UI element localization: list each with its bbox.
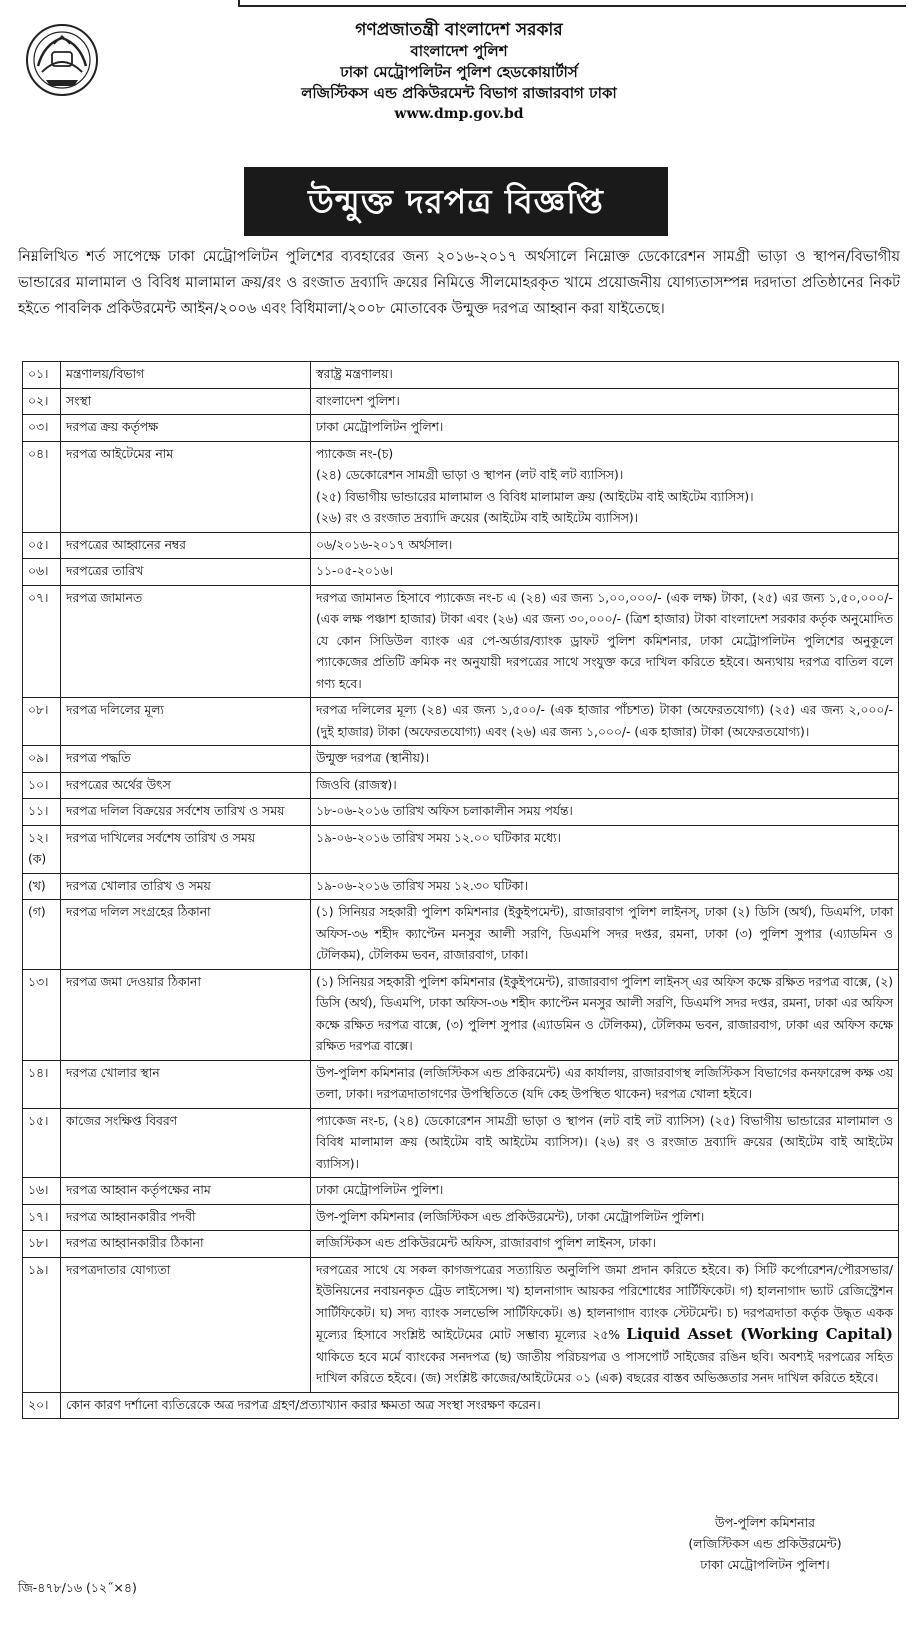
table-row bbox=[23, 532, 899, 559]
row-label: দরপত্রের তারিখ bbox=[61, 559, 311, 586]
row-number: ০৩। bbox=[23, 415, 61, 442]
row-number: ০৭। bbox=[23, 585, 61, 698]
govt-name: গণপ্রজাতন্ত্রী বাংলাদেশ সরকার bbox=[355, 20, 563, 40]
row-label: দরপত্র ক্রয় কর্তৃপক্ষ bbox=[61, 415, 311, 442]
table-row bbox=[23, 441, 899, 532]
letterhead bbox=[0, 20, 918, 125]
row-number: ০২। bbox=[23, 388, 61, 415]
row-value: ১১-০৫-২০১৬। bbox=[311, 559, 899, 586]
table-row bbox=[23, 969, 899, 1060]
signature-block bbox=[640, 1512, 890, 1575]
table-row bbox=[23, 1108, 899, 1178]
row-value: উপ-পুলিশ কমিশনার (লজিস্টিকস এন্ড প্রকিউরমেন্ট), ঢাকা মেট্রোপলিটন পুলিশ। bbox=[311, 1204, 899, 1231]
table-row bbox=[23, 559, 899, 586]
value-line: (২৪) ডেকোরেশন সামগ্রী ভাড়া ও স্থাপন (লট বাই লট ব্যাসিস)। bbox=[316, 468, 624, 482]
signatory-division: (লজিস্টিকস এন্ড প্রকিউরমেন্ট) bbox=[688, 1536, 842, 1551]
row-number: ১৪। bbox=[23, 1060, 61, 1108]
row-label: দরপত্র দলিলের মূল্য bbox=[61, 698, 311, 746]
row-label: মন্ত্রণালয়/বিভাগ bbox=[61, 362, 311, 389]
row-number: ১৬। bbox=[23, 1178, 61, 1205]
table-row bbox=[23, 1392, 899, 1419]
division-name: লজিস্টিকস এন্ড প্রকিউরমেন্ট বিভাগ রাজারবাগ ঢাকা bbox=[301, 84, 617, 102]
table-row bbox=[23, 1178, 899, 1205]
row-value: ১৮-০৬-২০১৬ তারিখ অফিস চলাকালীন সময় পর্যন্ত। bbox=[311, 799, 899, 826]
table-row bbox=[23, 1231, 899, 1258]
row-value: লজিস্টিকস এন্ড প্রকিউরমেন্ট অফিস, রাজারবাগ পুলিশ লাইনস, ঢাকা। bbox=[311, 1231, 899, 1258]
row-number: ০১। bbox=[23, 362, 61, 389]
row-value: উপ-পুলিশ কমিশনার (লজিস্টিকস এন্ড প্রকিরমেন্ট) এর কার্যালয়, রাজারবাগস্থ লজিস্টিকস বিভাগের কনফারেন্স কক্ষ ৩য় তলা, ঢাকা। দরপত্রদাতাগণের উপস্থিতিতে (যদি কেহ উপস্থিত থাকেন) দরপত্র খোলা হইবে। bbox=[311, 1060, 899, 1108]
value-line: (২৬) রং ও রংজাত দ্রব্যাদি ক্রয়ের (আইটেম বাই আইটেম ব্যাসিস)। bbox=[316, 511, 639, 525]
row-value: উন্মুক্ত দরপত্র (স্থানীয়)। bbox=[311, 746, 899, 773]
row-label: দরপত্র জামানত bbox=[61, 585, 311, 698]
qualification-text: দরপত্রের সাথে যে সকল কাগজপত্রের সত্যায়িত অনুলিপি জমা প্রদান করিতে হইবে। ক) সিটি কর্পোরেশন/পৌরসভার/ইউনিয়নের নবায়নকৃত ট্রেড লাইসেন্স। খ) হালনাগাদ আয়কর পরিশোধের সার্টিফিকেট। গ) হালনাগাদ ভ্যাট রেজিস্ট্রেশন সার্টিফিকেট। ঘ) সদ্য ব্যাংক সলভেন্সি সার্টিফিকেট। ঙ) হালনাগাদ ব্যাংক স্টেটমেন্ট। চ) দরপত্রদাতা কর্তৃক উদ্ধৃত একক মূল্যের হিসাবে সংশ্লিষ্ট আইটেমের মোট সম্ভাব্য মূল্যের ২৫% bbox=[316, 1262, 893, 1342]
signatory-org: ঢাকা মেট্রোপলিটন পুলিশ। bbox=[700, 1557, 830, 1572]
row-label: সংস্থা bbox=[61, 388, 311, 415]
row-number: ১৮। bbox=[23, 1231, 61, 1258]
table-row bbox=[23, 1257, 899, 1392]
row-value: জিওবি (রাজস্ব)। bbox=[311, 772, 899, 799]
signatory-title: উপ-পুলিশ কমিশনার bbox=[714, 1515, 816, 1530]
row-label: দরপত্র আহ্বানকারীর ঠিকানা bbox=[61, 1231, 311, 1258]
row-label: দরপত্র দাখিলের সর্বশেষ তারিখ ও সময় bbox=[61, 825, 311, 873]
table-row bbox=[23, 698, 899, 746]
table-row bbox=[23, 585, 899, 698]
row-number: ১২।(ক) bbox=[23, 825, 61, 873]
row-value: দরপত্র দলিলের মূল্য (২৪) এর জন্য ১,৫০০/- (এক হাজার পাঁচশত) টাকা (অফেরতযোগ্য) (২৫) এর জন্য ২,০০০/- (দুই হাজার) টাকা (অফেরতযোগ্য) এবং (২৬) এর জন্য ১,০০০/- (এক হাজার) টাকা (অফেরতযোগ্য)। bbox=[311, 698, 899, 746]
row-label: দরপত্রের আহ্বানের নম্বর bbox=[61, 532, 311, 559]
row-label: দরপত্র জমা দেওয়ার ঠিকানা bbox=[61, 969, 311, 1060]
row-number: (গ) bbox=[23, 900, 61, 970]
row-label: কাজের সংক্ষিপ্ত বিবরণ bbox=[61, 1108, 311, 1178]
table-row bbox=[23, 415, 899, 442]
row-label: দরপত্রের অর্থের উৎস bbox=[61, 772, 311, 799]
row-label: দরপত্র খোলার তারিখ ও সময় bbox=[61, 873, 311, 900]
row-number: ১৭। bbox=[23, 1204, 61, 1231]
row-value: প্যাকেজ নং-চ, (২৪) ডেকোরেশন সামগ্রী ভাড়া ও স্থাপন (লট বাই লট ব্যাসিস) (২৫) বিভাগীয় ভান্ডারের মালামাল ও বিবিধ মালামাল ক্রয় (আইটেম বাই আইটেম ব্যাসিস)। (২৬) রং ও রংজাত দ্রব্যাদি ক্রয়ের (আইটেম বাই আইটেম ব্যাসিস)। bbox=[311, 1108, 899, 1178]
table-row bbox=[23, 825, 899, 873]
value-line: প্যাকেজ নং-(চ) bbox=[316, 446, 394, 461]
table-row bbox=[23, 900, 899, 970]
table-row bbox=[23, 362, 899, 389]
row-label: দরপত্র দলিল বিক্রয়ের সর্বশেষ তারিখ ও সময় bbox=[61, 799, 311, 826]
table-row bbox=[23, 1060, 899, 1108]
intro-paragraph: নিম্নলিখিত শর্ত সাপেক্ষে ঢাকা মেট্রোপলিটন পুলিশের ব্যবহারের জন্য ২০১৬-২০১৭ অর্থসালে নিম্নোক্ত ডেকোরেশন সামগ্রী ভাড়া ও স্থাপন/বিভাগীয় ভান্ডারের মালামাল ও বিবিধ মালামাল ক্রয়/রং ও রংজাত দ্রব্যাদি ক্রয়ের নিমিত্তে সীলমোহরকৃত খামে প্রয়োজনীয় যোগ্যতাসম্পন্ন দরদাতা প্রতিষ্ঠানের নিকট হইতে পাবলিক প্রকিউরমেন্ট আইন/২০০৬ এবং বিধিমালা/২০০৮ মোতাবেক উন্মুক্ত দরপত্র আহ্বান করা যাইতেছে। bbox=[18, 249, 900, 317]
dept-name: বাংলাদেশ পুলিশ bbox=[410, 42, 508, 60]
row-value: ঢাকা মেট্রোপলিটন পুলিশ। bbox=[311, 1178, 899, 1205]
row-value bbox=[311, 441, 899, 532]
row-value: বাংলাদেশ পুলিশ। bbox=[311, 388, 899, 415]
notice-title-banner: উন্মুক্ত দরপত্র বিজ্ঞপ্তি bbox=[244, 167, 668, 236]
row-label: দরপত্র দলিল সংগ্রহের ঠিকানা bbox=[61, 900, 311, 970]
table-row bbox=[23, 746, 899, 773]
reference-note: জি-৪৭৮/১৬ (১২˝×৪) bbox=[18, 1580, 137, 1595]
top-border-line bbox=[238, 0, 906, 7]
row-number: ০৯। bbox=[23, 746, 61, 773]
liquid-asset-text: Liquid Asset (Working Capital) bbox=[626, 1325, 893, 1343]
row-label: দরপত্র আহ্বান কর্তৃপক্ষের নাম bbox=[61, 1178, 311, 1205]
row-number: ০৫। bbox=[23, 532, 61, 559]
row-number: ০৪। bbox=[23, 441, 61, 532]
value-line: (২৫) বিভাগীয় ভান্ডারের মালামাল ও বিবিধ মালামাল ক্রয় (আইটেম বাই আইটেম ব্যাসিস)। bbox=[316, 489, 754, 504]
row-number: ১৯। bbox=[23, 1257, 61, 1392]
row-value: (১) সিনিয়র সহকারী পুলিশ কমিশনার (ইকুইপমেন্ট), রাজারবাগ পুলিশ লাইনস্ এর অফিস কক্ষে রক্ষিত দরপত্র বাক্সে, (২) ডিসি (অর্থ), ডিএমপি, ঢাকা অফিস-৩৬ শহীদ ক্যাপ্টেন মনসুর আলী সরণি, ডিএমপি সদর দপ্তর, রমনা, ঢাকা এর অফিস কক্ষে রক্ষিত দরপত্র বাক্সে, (৩) পুলিশ সুপার (এ্যাডমিন ও টেলিকম), টেলিকম ভবন, রাজারবাগ, ঢাকা এর অফিস কক্ষে রক্ষিত দরপত্র বাক্সে। bbox=[311, 969, 899, 1060]
row-value: (১) সিনিয়র সহকারী পুলিশ কমিশনার (ইকুইপমেন্ট), রাজারবাগ পুলিশ লাইনস্, ঢাকা (২) ডিসি (অর্থ), ডিএমপি, ঢাকা অফিস-৩৬ শহীদ ক্যাপ্টেন মনসুর আলী সরণি, ডিএমপি সদর দপ্তর, রমনা, ঢাকা (৩) পুলিশ সুপার (এ্যাডমিন ও টেলিকম), টেলিকম ভবন, রাজারবাগ, ঢাকা। bbox=[311, 900, 899, 970]
table-row bbox=[23, 1204, 899, 1231]
tender-spec-table bbox=[22, 361, 899, 1419]
row-number: ২০। bbox=[23, 1392, 61, 1419]
row-label: দরপত্র খোলার স্থান bbox=[61, 1060, 311, 1108]
row-number: ১১। bbox=[23, 799, 61, 826]
row-value: দরপত্র জামানত হিসাবে প্যাকেজ নং-চ এ (২৪) এর জন্য ১,০০,০০০/- (এক লক্ষ) টাকা, (২৫) এর জন্য ১,৫০,০০০/- (এক লক্ষ পঞ্চাশ হাজার) টাকা এবং (২৬) এর জন্য ৩০,০০০/- (ত্রিশ হাজার) টাকা বাংলাদেশ সরকার কর্তৃক অনুমোদিত যে কোন সিডিউল ব্যাংক এর পে-অর্ডার/ব্যাংক ড্রাফট পুলিশ কমিশনার, ঢাকা মেট্রোপলিটন পুলিশের অনুকূলে প্যাকেজের প্রতিটি ক্রমিক নং অনুযায়ী দরপত্রের সাথে সংযুক্ত করে দাখিল করিতে হইবে। অন্যথায় দরপত্র বাতিল বলে গণ্য হবে। bbox=[311, 585, 899, 698]
table-row bbox=[23, 799, 899, 826]
row-number: ০৮। bbox=[23, 698, 61, 746]
website-link[interactable]: www.dmp.gov.bd bbox=[394, 106, 524, 122]
table-row bbox=[23, 388, 899, 415]
row-label: দরপত্র আহ্বানকারীর পদবী bbox=[61, 1204, 311, 1231]
row-label: দরপত্রদাতার যোগ্যতা bbox=[61, 1257, 311, 1392]
hq-name: ঢাকা মেট্রোপলিটন পুলিশ হেডকোয়ার্টার্স bbox=[340, 63, 578, 81]
row-label: দরপত্র পদ্ধতি bbox=[61, 746, 311, 773]
row-value bbox=[311, 1257, 899, 1392]
row-value: ১৯-০৬-২০১৬ তারিখ সময় ১২.০০ ঘটিকার মধ্যে। bbox=[311, 825, 899, 873]
row-value: ঢাকা মেট্রোপলিটন পুলিশ। bbox=[311, 415, 899, 442]
row-statement: কোন কারণ দর্শানো ব্যতিরেকে অত্র দরপত্র গ্রহণ/প্রত্যাখ্যান করার ক্ষমতা অত্র সংস্থা সংরক্ষণ করেন। bbox=[61, 1392, 899, 1419]
row-number: ১০। bbox=[23, 772, 61, 799]
table-row bbox=[23, 873, 899, 900]
row-value: ০৬/২০১৬-২০১৭ অর্থসাল। bbox=[311, 532, 899, 559]
row-number: ১৫। bbox=[23, 1108, 61, 1178]
qualification-text: থাকিতে হবে মর্মে ব্যাংকের সনদপত্র (ছ) জাতীয় পরিচয়পত্র ও পাসপোর্ট সাইজের রঙিন ছবি। অবশ্যই দরপত্রের সহিত দাখিল করিতে হইবে। (জ) সংশ্লিষ্ট কাজের/আইটেমের ০১ (এক) বছরের বাস্তব অভিজ্ঞতার সনদ দাখিল করিতে হইবে। bbox=[316, 1349, 893, 1385]
row-value: ১৯-০৬-২০১৬ তারিখ সময় ১২.৩০ ঘটিকা। bbox=[311, 873, 899, 900]
row-number: ১৩। bbox=[23, 969, 61, 1060]
row-number: ০৬। bbox=[23, 559, 61, 586]
row-label: দরপত্র আইটেমের নাম bbox=[61, 441, 311, 532]
row-number: (খ) bbox=[23, 873, 61, 900]
table-row bbox=[23, 772, 899, 799]
row-value: স্বরাষ্ট্র মন্ত্রণালয়। bbox=[311, 362, 899, 389]
